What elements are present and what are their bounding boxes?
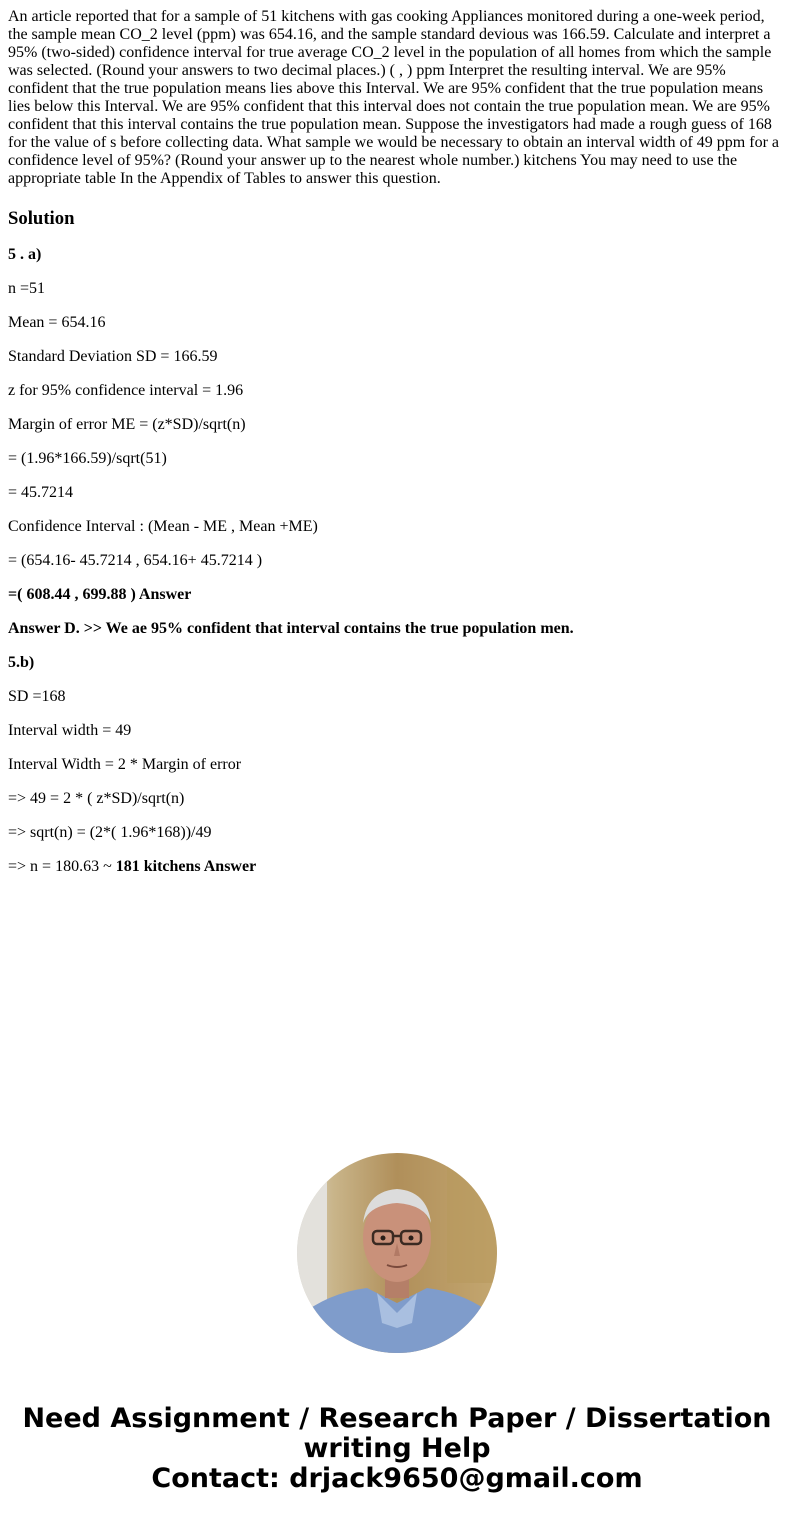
solution-heading: Solution [8,208,75,229]
part-b-sd: SD =168 [8,688,66,705]
footer-line-2: writing Help [303,1433,491,1464]
avatar [297,1153,497,1353]
part-b-heading [8,654,786,672]
part-a-heading-text: 5 . a) [8,246,42,263]
document-body [8,8,786,876]
part-a-me-value: = 45.7214 [8,484,74,501]
part-b-heading-text: 5.b) [8,654,35,671]
footer-line-1: Need Assignment / Research Paper / Dissertation [22,1403,772,1434]
footer-contact: Contact: drjack9650@gmail.com [151,1463,643,1494]
footer-promo [0,1404,794,1494]
part-a-ci-answer-text: =( 608.44 , 699.88 ) Answer [8,586,192,603]
part-a-interpretation [8,620,786,638]
part-a-sd: Standard Deviation SD = 166.59 [8,348,218,365]
part-a-ci-substitution: = (654.16- 45.7214 , 654.16+ 45.7214 ) [8,552,263,569]
part-b-step2: => sqrt(n) = (2*( 1.96*168))/49 [8,824,212,841]
part-a-me-substitution: = (1.96*166.59)/sqrt(51) [8,450,167,467]
part-b-final-prefix: => n = 180.63 ~ [8,858,116,875]
part-b-final [8,858,786,876]
part-a-z: z for 95% confidence interval = 1.96 [8,382,244,399]
part-a-heading [8,246,786,264]
part-a-me-formula: Margin of error ME = (z*SD)/sqrt(n) [8,416,246,433]
avatar-portrait-icon [297,1153,497,1353]
part-a-ci-answer [8,586,786,604]
question-text: An article reported that for a sample of 51 kitchens with gas cooking Appliances monitored during a one-week period, the sample mean CO_2 level (ppm) was 654.16, and the sample standard devious was 166.59. Calculate and interpret a 95% (two-sided) confidence interval for true average CO_2 level in the population of all homes from which the sample was selected. (Round your answers to two decimal places.) ( , ) ppm Interpret the resulting interval. We are 95% confident that the true population means lies above this Interval. We are 95% confident that the true population means lies below this Interval. We are 95% confident that this interval does not contain the true population mean. We are 95% confident that this interval contains the true population mean. Suppose the investigators had made a rough guess of 168 for the value of s before collecting data. What sample we would be necessary to obtain an interval width of 49 ppm for a confidence level of 95%? (Round your answer up to the nearest whole number.) kitchens You may need to use the appropriate table In the Appendix of Tables to answer this question. [8,8,780,187]
part-a-interpretation-text: Answer D. >> We ae 95% confident that interval contains the true population men. [8,620,574,637]
part-b-width-formula: Interval Width = 2 * Margin of error [8,756,242,773]
part-b-step1: => 49 = 2 * ( z*SD)/sqrt(n) [8,790,185,807]
part-a-ci-formula: Confidence Interval : (Mean - ME , Mean +ME) [8,518,318,535]
part-b-final-answer: 181 kitchens Answer [115,858,257,875]
part-a-n: n =51 [8,280,46,297]
part-a-mean: Mean = 654.16 [8,314,106,331]
part-b-width: Interval width = 49 [8,722,132,739]
